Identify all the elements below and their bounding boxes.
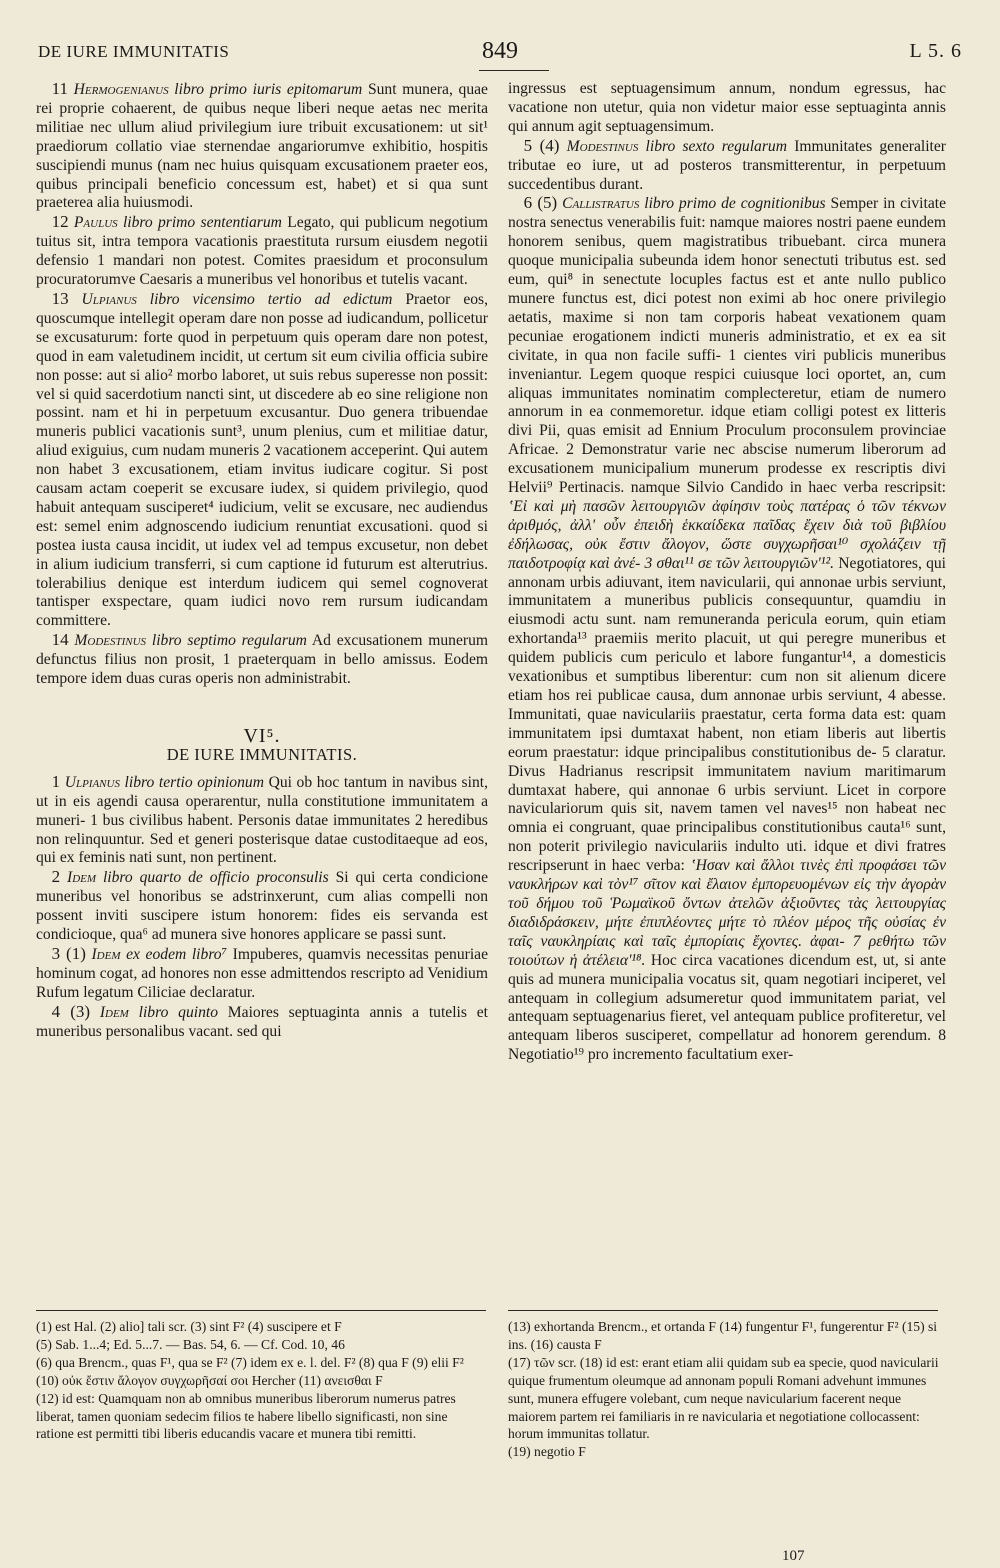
fragment-text: Maiores septuaginta annis a tutelis et muneribus personalibus vacant. sed qui [36, 1003, 488, 1040]
fragment-text: Impuberes, quamvis necessitas penuriae hominum cogat, ad honores non esse admittendos rescripto ad Venidium Rufum legatum Ciliciae declaratur. [36, 945, 489, 1001]
fragment-13: 13 Ulpianus libro vicensimo tertio ad edictum Praetor eos, quoscumque intellegit operam dare non posse ad iudicandum, pollicetur se excusaturum: forte quod in perpetuum quis operam dare non potest, quod in eam valetudinem incidit, ut certum sit eum civilia officia subire non posse: aut si alio² morbo laboret, ut suis rebus superesse non possit: vel si quid sacerdotium nancti sint, ut discedere ab eo sine religione non possint. nam et hi in perpetuum excusantur. Duo genera tribuendae muneris publici vacationis sunt³, unum plenius, cum et militiae datur, aliud exiguius, cum nudam muneris 2 vacationem acceperint. Qui autem non habet 3 excusationem, etiam invitus iudicare cogitur. Si post causam actam coeperit se excusare iudex, si quidem privilegio, quod habuit antequam susciperet⁴ iudicium, velit se excusare, nec audiendus est: semel enim adgnoscendo iudicium renuntiat excusationi. quod si postea iusta causa incidit, ut iudex vel ad tempus excusetur, non debet in alium iudicium transferri, si cum captione id futurum est alterutrius. tolerabilius denique est interdum iudicem qui semel cognoverat tantisper exspectare, quam iudici novo rem rursum iudicandam committere. [36, 288, 489, 630]
work-title: libro sexto regularum [645, 137, 787, 155]
printer-signature: 107 [782, 1548, 805, 1564]
jurist-name: Modestinus [74, 632, 147, 650]
fragment-text: Qui ob hoc tantum in navibus sint, ut in eis agendi causa operarentur, nulla constitutione immunitatem a muneri- 1 bus civilibus habent. Personis datae immunitates 2 heredibus non relinquuntur. Sed et generi posterisque datae custoditaeque ad eos, qui ex feminis nati sunt, non pertinent. [36, 773, 488, 867]
right-column [508, 80, 946, 1065]
fragment-text: Sunt munera, quae rei proprie cohaerent, de quibus neque liberi neque aetas nec merita militiae nec ullum aliud privilegium iure tribuit excusationem: ut sit¹ praediorum collatio viae sternendae angariorumve exhibitio, hospitis suscipiendi munus (nam nec huius quisquam excusationem praeter eos, quibus principali beneficio concessum est, habet) et si qua sunt praeterea alia huiusmodi. [36, 81, 488, 212]
footnote-rule [508, 1310, 938, 1311]
jurist-name: Idem [99, 1003, 129, 1021]
fragment-text: Hoc circa vacationes dicendum est, ut, si ante quis ad munera municipalia vocatus sit, quam negotiari inciperet, vel antequam in collegium adsumeretur quod immunitatem pariat, vel antequam septuagenarius fieret, vel antequam publice profiteretur, vel antequam liberos susciperet, compellatur ad honorem gerendum. 8 Negotiatio¹⁹ pro incremento facultatium exer- [508, 951, 946, 1064]
fragment-vi-5: 5 (4) Modestinus libro sexto regularum Immunitates generaliter tributae eo iure, ut ad posteros transmitterentur, in perpetuum succedentibus durant. [508, 135, 946, 193]
work-title: libro primo de cognitionibus [644, 195, 826, 213]
fragment-vi-3: 3 (1) Idem ex eodem libro⁷ Impuberes, quamvis necessitas penuriae hominum cogat, ad honores non esse admittendos rescripto ad Venidium Rufum legatum Ciliciae declaratur. [36, 943, 489, 1001]
work-title: ex eodem libro⁷ [126, 945, 228, 963]
footnotes-right [508, 1318, 946, 1461]
page-number: 849 [482, 38, 518, 64]
fragment-vi-1: 1 Ulpianus libro tertio opinionum Qui ob hoc tantum in navibus sint, ut in eis agendi causa operarentur, nulla constitutione immunitatem a muneri- 1 bus civilibus habent. Personis datae immunitates 2 heredibus non relinquuntur. Sed et generi posterisque datae custoditaeque ad eos, qui ex feminis nati sunt, non pertinent. [36, 771, 488, 867]
work-title: libro primo iuris epitomarum [174, 81, 363, 98]
fragment-12: 12 Paulus libro primo sententiarum Legato, qui publicum negotium tuitus sit, intra tempora vacationis praestituta rursum eiusdem negotii defensio 1 mandari non potest. Comites praesidum et proconsulum procuratorumve Caesaris a muneribus vel honoribus et tutelis vacant. [36, 212, 489, 289]
jurist-name: Modestinus [566, 137, 639, 155]
fragment-text: Negotiatores, qui annonam urbis adiuvant, item navicularii, qui annonae urbis serviunt, immunitatem a muneribus publicis consequuntur, quamdiu in eiusmodi actu sunt. nam remuneranda pericula eorum, quin etiam exhortanda¹³ praemiis merito placuit, ut qui peregre muneribus et quidem publicis cum periculo et labore fungantur¹⁴, a domesticis vexationibus et sumptibus liberentur: cum non sit alienum dicere etiam hos rei publicae causa, dum annonae urbis serviunt, 4 abesse. Immunitati, quae naviculariis praestatur, certa forma data est: quam immunitatem ipsi dumtaxat habent, non etiam liberis aut libertis eorum praestatur: idque principalibus constitutionibus de- 5 claratur. Divus Hadrianus rescripsit immunitatem navium maritimarum dumtaxat habere, qui annonae 6 urbis serviunt. Licet in corpore naviculariorum quis sit, navem tamen vel naves¹⁵ non habeat nec omnia ei congruant, quae principalibus constitutionibus cauta¹⁶ sunt, non poterit privilegio naviculariis indulto uti. idque et divi fratres rescripserunt in haec verba: [508, 554, 946, 875]
greek-rescript: ʽΕἰ καὶ μὴ πασῶν λειτουργιῶν ἀφίησιν τοὺς πατέρας ὁ τῶν τέκνων ἀριθμός, ἀλλ' οὖν ἐπειδὴ ἑκκαίδεκα παῖδας ἔχειν διὰ τοῦ βιβλίου ἐδήλωσας, οὐκ ἔστιν ἄλογον, ὥστε συγχωρῆσαι¹⁰ σχολάζειν τῇ παιδοτροφίᾳ καὶ ἀνέ- 3 σθαι¹¹ σε τῶν λειτουργιῶν'¹². [508, 497, 946, 572]
title-text: DE IURE IMMUNITATIS. [166, 744, 358, 764]
left-column [36, 80, 488, 1042]
footnote: (6) qua Brencm., quas F¹, qua se F² (7) idem ex e. l. del. F² (8) qua F (9) elii F² (10) οὐκ ἔστιν ἄλογον συγχωρῆσαί σοι Hercher (11) ανεισθαι F [36, 1354, 464, 1388]
fragment-text: Semper in civitate nostra senectus venerabilis fuit: namque maiores nostri paene eundem honorem senibus, quem magistratibus tribuebant. circa munera quoque municipalia subeunda idem honor senectuti tributus est. sed eum, qui⁸ in senectute locuples factus est et ante nullo publico munere functus est, dici potest non eximi ab hoc onere privilegio aetatis, maxime si non tam corporis habeat vexationem quam pecuniae erogationem indicti muneris administratio, et ex ea sit civitate, in qua non facile suffi- 1 cientes viri publicis muneribus inveniantur. Legem quoque respici cuiusque loci oportet, an, cum aliquas immunitates nominatim complecteretur, etiam de numero annorum in ea conmemoretur. idque etiam colligi potest ex litteris divi Pii, quas emisit ad Ennium Proculum proconsulem provinciae Africae. 2 Demonstratur varie nec abscise numerum liberorum ad excusationem municipalium munerum prodesse ex rescriptis divi Helvii⁹ Pertinacis. namque Silvio Candido in haec verba rescripsit: [508, 195, 947, 497]
fragment-text: Immunitates generaliter tributae eo iure, ut ad posteros transmitterentur, in perpetuum succedentibus durant. [508, 137, 946, 193]
footnote: (1) est Hal. (2) alio] tali scr. (3) sint F² (4) suscipere et F [36, 1319, 342, 1334]
work-title: libro vicensimo tertio ad edictum [149, 290, 393, 308]
fragment-11: 11 Hermogenianus libro primo iuris epitomarum Sunt munera, quae rei proprie cohaerent, de quibus neque liberi neque aetas nec merita militiae nec ullum aliud privilegium iure tribuit excusationem: ut sit¹ praediorum collatio viae sternendae angariorumve exhibitio, hospitis suscipiendi munus (nam nec huius quisquam excusationem praeter eos, quibus principali beneficio concessum est, habet) et si qua sunt praeterea alia huiusmodi. [36, 79, 488, 212]
fragment-14: 14 Modestinus libro septimo regularum Ad excusationem munerum defunctus filius non prosit, 1 praeterquam in bello amissus. Eodem tempore idem duas curas operis non administrabit. [36, 630, 488, 688]
fragment-text: Praetor eos, quoscumque intellegit operam dare non posse ad iudicandum, pollicetur se excusaturum: forte quod in perpetuum quis operam dare non potest, quod in eam valetudinem incidit, ut certum sit eum civilia officia subire non posse: aut si alio² morbo laboret, ut suis rebus superesse non possit: vel si quid sacerdotium nancti sint, ut discedere ab eo sine religione non possint. nam et hi in perpetuum excusantur. Duo genera tribuendae muneris publici vacationis sunt³, unum plenius, cum et militiae datur, aliud exiguius, cum nudam muneris 2 vacationem acceperint. Qui autem non habet 3 excusationem, etiam invitus iudicare cogitur. Si post causam actam coeperit se excusare iudex, si quidem privilegio, quod habuit antequam susciperet⁴ iudicium, velit se excusare, nec audiendus est: semel enim adgnoscendo iudicium renuntiat excusationi. quod si postea iusta causa incidit, ut iudex vel ad tempus excusetur, non debet in alium iudicium transferri, si cum captione id futurum est alterutrius. tolerabilius denique est interdum iudicem qui semel cognoverat tantisper exspectare, quam iudici novo rem rursum iudicandam committere. [36, 290, 489, 630]
work-title: libro quarto de officio proconsulis [102, 869, 329, 887]
footnote: (19) negotio F [508, 1444, 586, 1460]
work-title: libro tertio opinionum [124, 773, 264, 791]
jurist-name: Callistratus [562, 195, 640, 213]
fragment-vi-6: 6 (5) Callistratus libro primo de cognitionibus Semper in civitate nostra senectus venerabilis fuit: namque maiores nostri paene eundem honorem senibus, quem magistratibus tribuebant. circa munera quoque municipalia subeunda idem honor senectuti tributus est. sed eum, qui⁸ in senectute locuples factus est et ante nullo publico munere functus est, dici potest non eximi ab hoc onere privilegio aetatis, maxime si non tam corporis habeat vexationem quam pecuniae erogationem indicti muneris administratio, et ex ea sit civitate, in qua non facile suffi- 1 cientes viri publicis muneribus inveniantur. Legem quoque respici cuiusque loci oportet, an, cum aliquas immunitates nominatim complecteretur, etiam de numero annorum in ea conmemoretur. idque etiam colligi potest ex litteris divi Pii, quas emisit ad Ennium Proculum proconsulem provinciae Africae. 2 Demonstratur varie nec abscise numerum liberorum ad excusationem municipalium munerum prodesse ex rescriptis divi Helvii⁹ Pertinacis. namque Silvio Candido in haec verba rescripsit: ʽΕἰ καὶ μὴ πασῶν λειτουργιῶν ἀφίησιν τοὺς πατέρας ὁ τῶν τέκνων ἀριθμός, ἀλλ' οὖν ἐπειδὴ ἑκκαίδεκα παῖδας ἔχειν διὰ τοῦ βιβλίου ἐδήλωσας, οὐκ ἔστιν ἄλογον, ὥστε συγχωρῆσαι¹⁰ σχολάζειν τῇ παιδοτροφίᾳ καὶ ἀνέ- 3 σθαι¹¹ σε τῶν λειτουργιῶν'¹². Negotiatores, qui annonam urbis adiuvant, item navicularii, qui annonae urbis serviunt, immunitatem a muneribus publicis consequuntur, quamdiu in eiusmodi actu sunt. nam remuneranda pericula eorum, quin etiam exhortanda¹³ praemiis merito placuit, ut qui peregre muneribus et quidem publicis cum periculo et labore fungantur¹⁴, a domesticis vexationibus et sumptibus liberentur: cum non sit alienum dicere etiam hos rei publicae causa, dum annonae urbis serviunt, 4 abesse. Immunitati, quae naviculariis praestatur, certa forma data est: quam immunitatem ipsi dumtaxat habent, non etiam liberis aut libertis eorum praestatur: idque principalibus constitutionibus de- 5 claratur. Divus Hadrianus rescripsit immunitatem navium maritimarum dumtaxat habere, qui annonae 6 urbis serviunt. Licet in corpore naviculariorum quis sit, navem tamen vel naves¹⁵ non habeat nec omnia ei congruant, quae principalibus constitutionibus cauta¹⁶ sunt, non poterit privilegio naviculariis indulto uti. idque et divi fratres rescripserunt in haec verba: ʽΗσαν καὶ ἄλλοι τινὲς ἐπὶ προφάσει τῶν ναυκλήρων καὶ τὸν¹⁷ σῖτον καὶ ἔλαιον ἐμπορευομένων εἰς τὴν ἀγορὰν τοῦ δήμου τοῦ Ῥωμαϊκοῦ ὄντων ἀτελῶν ἀξιοῦντες τὰς λειτουργίας διαδιδράσκειν, μήτε ἐπιπλέοντες μήτε τὸ πλέον μέρος τῆς οὐσίας ἐν ταῖς ναυκληρίαις καὶ ταῖς ἐμπορίαις ἔχοντες. ἀφαι- 7 ρεθήτω τῶν τοιούτων ἡ ἀτέλεια'¹⁸. Hoc circa vacationes dicendum est, ut, si ante quis ad munera municipalia vocatus sit, quam negotiari inciperet, vel antequam in collegium adsumeretur quod immunitatem pariat, vel antequam septuagenarius fieret, vel antequam publice profiteretur, vel antequam liberos susciperet, compellatur ad honorem gerendum. 8 Negotiatio¹⁹ pro incremento facultatium exer- [508, 193, 947, 1064]
section-reference: L 5. 6 [909, 40, 962, 62]
jurist-name: Idem [67, 869, 97, 887]
fragment-vi-4: 4 (3) Idem libro quinto Maiores septuaginta annis a tutelis et muneribus personalibus vacant. sed qui [36, 1001, 488, 1040]
fragment-text: Ad excusationem munerum defunctus filius non prosit, 1 praeterquam in bello amissus. Eodem tempore idem duas curas operis non administrabit. [36, 632, 488, 688]
footnote: (17) τῶν scr. (18) id est: erant etiam alii quidam sub ea specie, quod navicularii quique frumentum oleumque ad annonam populi Romani advehunt immunes sunt, munera effugere volebant, cum neque navicularium facerent neque maiorem partem rei familiaris in re navicularia et negotiatione collocassent: horum immunitas tollatur. [508, 1354, 939, 1442]
page-header [38, 38, 962, 74]
work-title: libro quinto [138, 1003, 219, 1021]
title-heading [36, 727, 488, 765]
jurist-name: Ulpianus [81, 290, 137, 308]
work-title: libro primo sententiarum [122, 214, 282, 232]
jurist-name: Idem [91, 945, 121, 963]
greek-rescript: ʽΗσαν καὶ ἄλλοι τινὲς ἐπὶ προφάσει τῶν ναυκλήρων καὶ τὸν¹⁷ σῖτον καὶ ἔλαιον ἐμπορευομένων εἰς τὴν ἀγορὰν τοῦ δήμου τοῦ Ῥωμαϊκοῦ ὄντων ἀτελῶν ἀξιοῦντες τὰς λειτουργίας διαδιδράσκειν, μήτε ἐπιπλέοντες μήτε τὸ πλέον μέρος τῆς οὐσίας ἐν ταῖς ναυκληρίαις καὶ ταῖς ἐμπορίαις ἔχοντες. ἀφαι- 7 ρεθήτω τῶν τοιούτων ἡ ἀτέλεια'¹⁸. [508, 857, 946, 969]
footnote: (12) id est: Quamquam non ab omnibus muneribus liberorum numerus patres liberat, tamen quoniam sedecim filios te habere libello significasti, non sine ratione est permitti tibi liberis educandis vacare et munera tibi remitti. [36, 1390, 456, 1442]
footnote: (5) Sab. 1...4; Ed. 5...7. — Bas. 54, 6. — Cf. Cod. 10, 46 [36, 1336, 345, 1352]
fragment-vi-2: 2 Idem libro quarto de officio proconsulis Si qui certa condicione muneribus vel honoribus se adstrinxerunt, cum alias compelli non possent inviti suscipere istum honorem: fides eis servanda est condicioque, qua⁶ ad munera sive honores applicare se passi sunt. [36, 867, 488, 944]
header-rule [479, 70, 549, 71]
fragment-text: Legato, qui publicum negotium tuitus sit, intra tempora vacationis praestituta rursum eiusdem negotii defensio 1 mandari non potest. Comites praesidum et proconsulum procuratorumve Caesaris a muneribus vel honoribus et tutelis vacant. [36, 214, 489, 289]
jurist-name: Hermogenianus [73, 81, 169, 98]
jurist-name: Ulpianus [64, 773, 120, 791]
fragment-text: Si qui certa condicione muneribus vel honoribus se adstrinxerunt, cum alias compelli non possent inviti suscipere istum honorem: fides eis servanda est condicioque, qua⁶ ad munera sive honores applicare se passi sunt. [36, 869, 488, 944]
jurist-name: Paulus [73, 214, 118, 232]
footnote-rule [36, 1310, 486, 1311]
work-title: libro septimo regularum [151, 632, 307, 650]
footnote: (13) exhortanda Brencm., et ortanda F (14) fungentur F¹, fungerentur F² (15) si ins. (16) causta F [508, 1319, 938, 1352]
continued-text: ingressus est septuagensimum annum, nondum egressus, hac vacatione non utetur, quia non videtur maior esse septuaginta annis qui annum agit septuagensimum. [508, 80, 946, 135]
title-number: VI⁵. [243, 725, 281, 747]
footnotes-left [36, 1318, 486, 1443]
running-title: DE IURE IMMUNITATIS [38, 42, 230, 61]
